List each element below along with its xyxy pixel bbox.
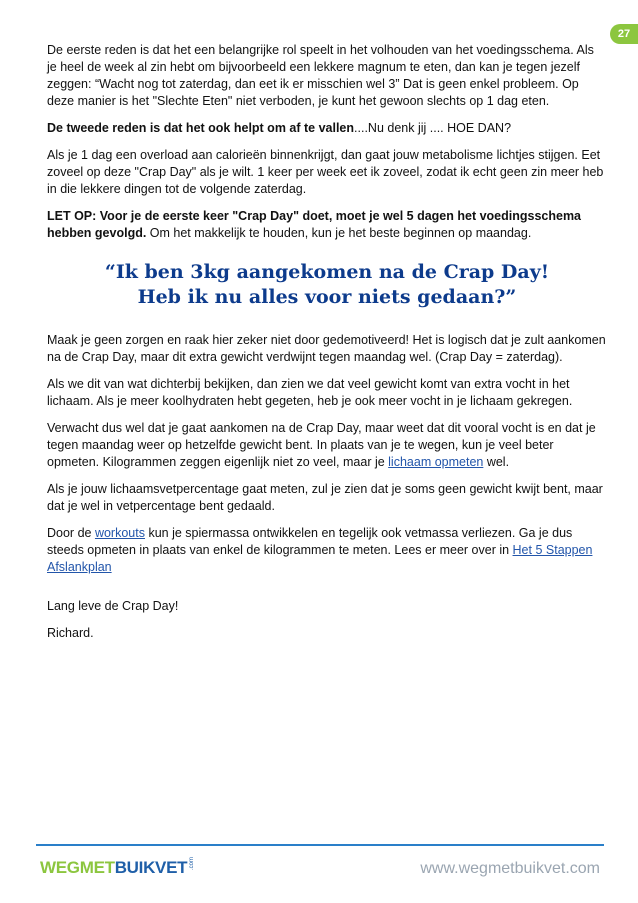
paragraph-text: ....Nu denk jij .... HOE DAN?: [354, 121, 512, 135]
paragraph: [47, 420, 607, 471]
warning-bold-text: LET OP: Voor je de eerste keer "Crap Day" doet, moet je wel 5 dagen het voedingsschema hebben gevolgd.: [47, 209, 582, 240]
logo-wordmark: [40, 857, 187, 879]
logo-com-suffix: .com: [189, 857, 196, 871]
logo-part-wegmet: WEGMET: [40, 858, 115, 877]
closing-line: Lang leve de Crap Day!: [47, 599, 179, 613]
lichaam-opmeten-link[interactable]: lichaam opmeten: [388, 455, 484, 469]
paragraph: Maak je geen zorgen en raak hier zeker niet door gedemotiveerd! Het is logisch dat je zult aankomen na de Crap Day, maar dit extra gewicht verdwijnt tegen maandag wel. (Crap Day = zaterdag).: [47, 333, 606, 364]
paragraph: De eerste reden is dat het een belangrijke rol speelt in het volhouden van het voedingsschema. Als je heel de week al zin hebt om bijvoorbeeld een lekkere magnum te eten, dan kan je tegen jezelf zeggen: “Wacht nog tot zaterdag, dan eet ik er misschien wel 3” Dat is geen enkel probleem. Op deze manier is het "Slechte Eten" niet verboden, je kunt het gewoon slechts op 1 dag eten.: [47, 43, 594, 108]
paragraph-text: Door de: [47, 526, 95, 540]
footer-logo: [40, 857, 196, 879]
page-number-badge: 27: [610, 24, 638, 44]
workouts-link[interactable]: workouts: [94, 526, 145, 540]
paragraph-warning: [47, 208, 607, 242]
pull-quote: [47, 260, 607, 310]
paragraph: Als je 1 dag een overload aan calorieën binnenkrijgt, dan gaat jouw metabolisme lichtjes stijgen. Eet zoveel op deze "Crap Day" als je wilt. 1 keer per week eet ik zoveel, zodat ik echt geen zin meer heb in die lekkere dingen tot de volgende zaterdag.: [47, 148, 604, 196]
paragraph-text: Om het makkelijk te houden, kun je het beste beginnen op maandag.: [146, 226, 532, 240]
paragraph-text: kun je spiermassa ontwikkelen en tegelijk ook vetmassa verliezen. Ga je dus steeds opmeten in plaats van enkel de kilogrammen te meten. Lees er meer over in: [47, 526, 573, 557]
paragraph-text: Verwacht dus wel dat je gaat aankomen na de Crap Day, maar weet dat dit vooral vocht is en dat je tegen maandag weer op hetzelfde gewicht bent. In plaats van je te wegen, kun je veel beter opmeten. Kilogrammen zeggen eigenlijk niet zo veel, maar je: [47, 421, 596, 469]
paragraph-text: wel.: [483, 455, 510, 469]
paragraph: Als we dit van wat dichterbij bekijken, dan zien we dat veel gewicht komt van extra vocht in het lichaam. Als je meer koolhydraten hebt gegeten, heb je ook meer vocht in je lichaam gekregen.: [47, 377, 573, 408]
paragraph-bold-lead: De tweede reden is dat het ook helpt om af te vallen: [47, 121, 355, 135]
pull-quote-line: “Ik ben 3kg aangekomen na de Crap Day!: [104, 261, 550, 283]
paragraph: [47, 120, 607, 137]
paragraph: [47, 525, 607, 576]
page-content: [47, 42, 607, 652]
afslankplan-link[interactable]: Het 5 Stappen Afslankplan: [47, 543, 593, 574]
footer-url[interactable]: www.wegmetbuikvet.com: [420, 860, 600, 877]
paragraph: Als je jouw lichaamsvetpercentage gaat meten, zul je zien dat je soms geen gewicht kwijt bent, maar dat je wel in vetpercentage bent gedaald.: [47, 482, 603, 513]
logo-part-buikvet: BUIKVET: [114, 858, 188, 877]
pull-quote-line: Heb ik nu alles voor niets gedaan?”: [137, 286, 517, 308]
footer-divider: [36, 844, 604, 846]
signature: Richard.: [47, 626, 94, 640]
